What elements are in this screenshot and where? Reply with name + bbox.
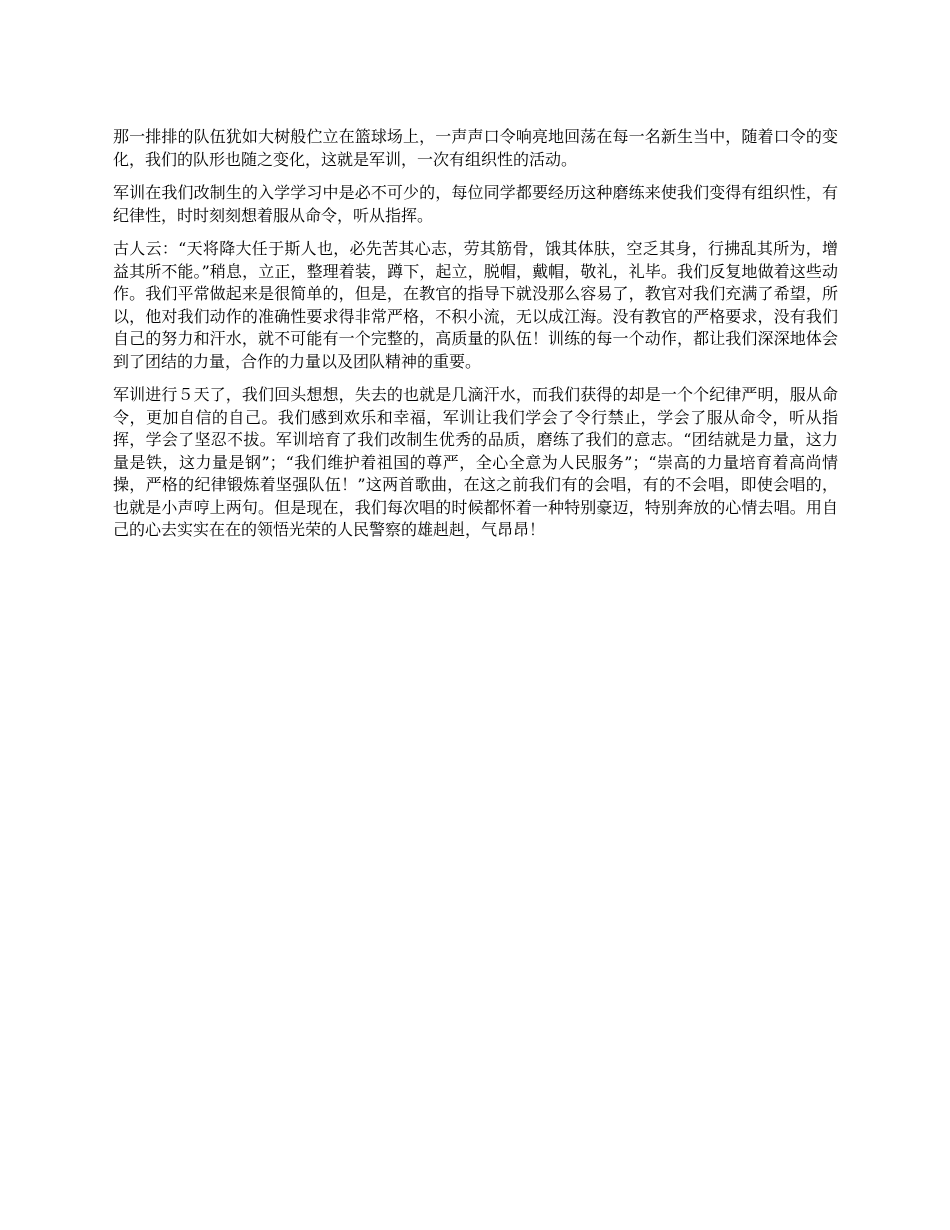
paragraph-3: 古人云：“天将降大任于斯人也，必先苦其心志，劳其筋骨，饿其体肤，空乏其身，行拂乱其所为，增益其所不能。”稍息，立正，整理着装，蹲下，起立，脱帽，戴帽，敬礼，礼毕。我们反复地做着这些动作。我们平常做起来是很简单的，但是，在教官的指导下就没那么容易了，教官对我们充满了希望，所以，他对我们动作的准确性要求得非常严格，不积小流，无以成江海。没有教官的严格要求，没有我们自己的努力和汗水，就不可能有一个完整的，高质量的队伍！训练的每一个动作，都让我们深深地体会到了团结的力量，合作的力量以及团队精神的重要。 [113,239,838,371]
paragraph-1: 那一排排的队伍犹如大树般伫立在篮球场上，一声声口令响亮地回荡在每一名新生当中，随着口令的变化，我们的队形也随之变化，这就是军训，一次有组织性的活动。 [113,127,838,169]
paragraph-4: 军训进行５天了，我们回头想想，失去的也就是几滴汗水，而我们获得的却是一个个纪律严明，服从命令，更加自信的自己。我们感到欢乐和幸福，军训让我们学会了令行禁止，学会了服从命令，听从指挥，学会了坚忍不拔。军训培育了我们改制生优秀的品质，磨练了我们的意志。“团结就是力量，这力量是铁，这力量是钢”；“我们维护着祖国的尊严，全心全意为人民服务”；“崇高的力量培育着高尚情操，严格的纪律锻炼着坚强队伍！”这两首歌曲，在这之前我们有的会唱，有的不会唱，即使会唱的，也就是小声哼上两句。但是现在，我们每次唱的时候都怀着一种特别豪迈，特别奔放的心情去唱。用自己的心去实实在在的领悟光荣的人民警察的雄赳赳，气昂昂！ [113,385,838,539]
document-body [113,126,838,553]
paragraph-2: 军训在我们改制生的入学学习中是必不可少的，每位同学都要经历这种磨练来使我们变得有组织性，有纪律性，时时刻刻想着服从命令，听从指挥。 [113,183,838,225]
